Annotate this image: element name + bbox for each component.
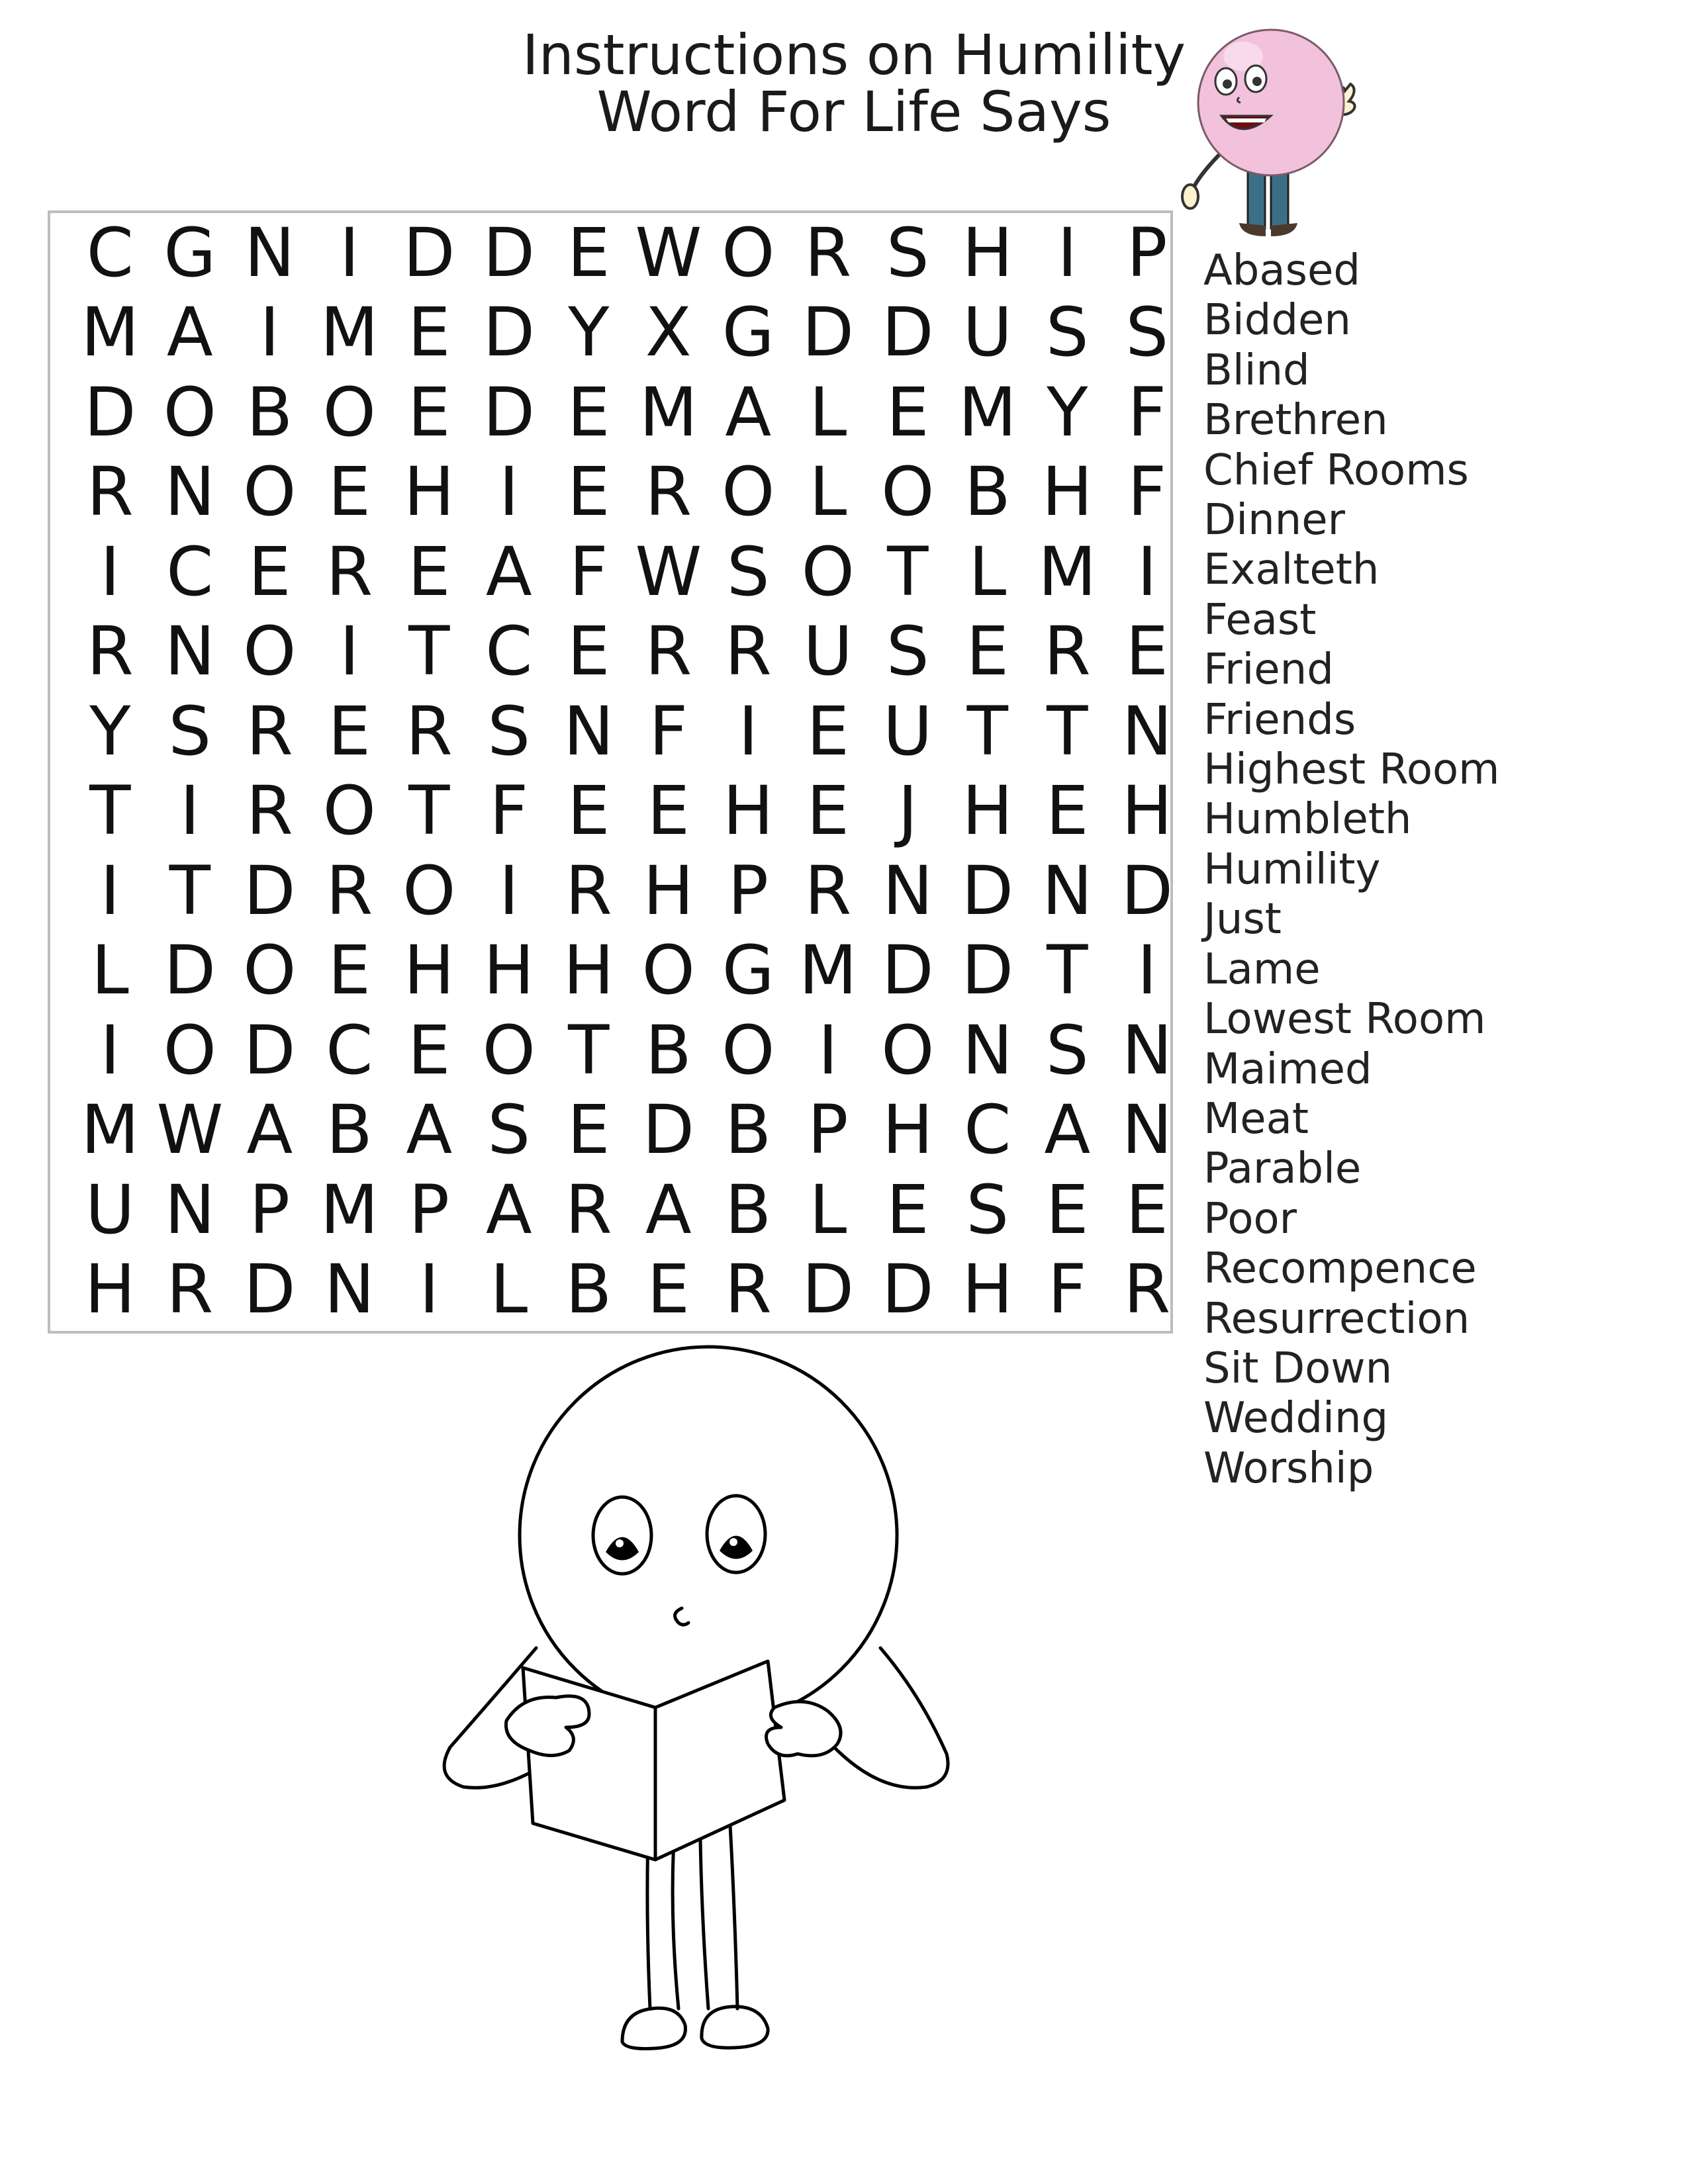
grid-letter[interactable]: S <box>966 1170 1009 1250</box>
word-list-item: Humbleth <box>1203 795 1412 844</box>
grid-letter[interactable]: Y <box>568 293 610 373</box>
grid-letter[interactable]: E <box>567 612 610 692</box>
grid-letter[interactable]: F <box>649 692 688 771</box>
grid-letter[interactable]: O <box>801 532 855 612</box>
grid-letter[interactable]: B <box>725 1170 772 1250</box>
grid-letter[interactable]: R <box>405 692 453 771</box>
grid-letter[interactable]: C <box>485 612 533 692</box>
grid-letter[interactable]: B <box>964 453 1011 532</box>
grid-letter[interactable]: D <box>83 373 136 452</box>
grid-letter[interactable]: D <box>881 931 934 1011</box>
grid-letter[interactable]: G <box>722 931 774 1011</box>
reader-arm-right <box>834 1648 948 1788</box>
word-list-item: Recompence <box>1203 1244 1477 1294</box>
grid-letter[interactable]: M <box>798 931 857 1011</box>
grid-letter[interactable]: B <box>326 1091 373 1170</box>
grid-letter[interactable]: C <box>326 1011 373 1090</box>
grid-letter[interactable]: D <box>961 851 1014 931</box>
grid-letter[interactable]: O <box>163 373 216 452</box>
grid-letter[interactable]: T <box>408 612 450 692</box>
grid-letter[interactable]: D <box>881 293 934 373</box>
grid-letter[interactable]: T <box>1047 931 1088 1011</box>
word-list-item: Just <box>1203 895 1282 944</box>
grid-letter[interactable]: T <box>408 772 450 851</box>
grid-letter[interactable]: E <box>408 293 451 373</box>
grid-letter[interactable]: O <box>482 1011 536 1090</box>
grid-letter[interactable]: E <box>248 532 291 612</box>
letter-grid <box>70 213 1187 1330</box>
grid-letter[interactable]: H <box>1121 772 1173 851</box>
grid-letter[interactable]: A <box>246 1091 293 1170</box>
grid-letter[interactable]: T <box>89 772 131 851</box>
grid-letter[interactable]: H <box>722 772 774 851</box>
grid-letter[interactable]: F <box>1127 373 1167 452</box>
grid-letter[interactable]: C <box>964 1091 1011 1170</box>
grid-letter[interactable]: T <box>169 851 211 931</box>
word-list-item: Resurrection <box>1203 1294 1470 1343</box>
grid-letter[interactable]: O <box>163 1011 216 1090</box>
grid-letter[interactable]: A <box>1044 1091 1091 1170</box>
grid-letter[interactable]: D <box>881 1250 934 1330</box>
grid-letter[interactable]: E <box>328 931 371 1011</box>
grid-letter[interactable]: G <box>164 213 216 293</box>
reader-shoe-right <box>702 2007 768 2048</box>
grid-letter[interactable]: R <box>1043 612 1091 692</box>
grid-letter[interactable]: L <box>490 1250 528 1330</box>
grid-letter[interactable]: T <box>966 692 1008 771</box>
grid-letter[interactable]: D <box>243 1011 296 1090</box>
grid-letter[interactable]: O <box>243 453 297 532</box>
grid-letter[interactable]: P <box>408 1170 449 1250</box>
grid-letter[interactable]: A <box>485 532 532 612</box>
word-list-item: Lame <box>1203 944 1321 994</box>
grid-letter[interactable]: I <box>498 851 519 931</box>
grid-letter[interactable]: F <box>489 772 529 851</box>
grid-letter[interactable]: N <box>164 1170 215 1250</box>
grid-letter[interactable]: R <box>86 453 134 532</box>
grid-letter[interactable]: W <box>156 1091 224 1170</box>
grid-letter[interactable]: T <box>887 532 929 612</box>
grid-letter[interactable]: D <box>164 931 216 1011</box>
grid-letter[interactable]: S <box>886 213 929 293</box>
grid-letter[interactable]: N <box>1121 692 1172 771</box>
grid-letter[interactable]: N <box>882 851 933 931</box>
grid-letter[interactable]: W <box>635 532 702 612</box>
grid-letter[interactable]: P <box>807 1091 849 1170</box>
grid-letter[interactable]: E <box>567 1091 610 1170</box>
grid-letter[interactable]: F <box>1127 453 1167 532</box>
grid-letter[interactable]: D <box>1121 851 1174 931</box>
grid-letter[interactable]: E <box>966 612 1009 692</box>
grid-letter[interactable]: D <box>802 293 855 373</box>
grid-letter[interactable]: B <box>565 1250 612 1330</box>
grid-letter[interactable]: M <box>320 1170 379 1250</box>
grid-letter[interactable]: E <box>647 1250 690 1330</box>
grid-letter[interactable]: F <box>569 532 608 612</box>
grid-letter[interactable]: A <box>406 1091 453 1170</box>
grid-letter[interactable]: H <box>563 931 614 1011</box>
grid-letter[interactable]: R <box>645 612 692 692</box>
grid-letter[interactable]: H <box>1041 453 1093 532</box>
word-list-item: Poor <box>1203 1194 1297 1244</box>
grid-letter[interactable]: S <box>726 532 770 612</box>
word-list-item: Abased <box>1203 246 1360 295</box>
grid-letter[interactable]: H <box>882 1091 933 1170</box>
grid-letter[interactable]: U <box>882 692 933 771</box>
word-list-item: Bidden <box>1203 296 1351 345</box>
page-title: Instructions on Humility <box>522 23 1186 87</box>
grid-letter[interactable]: L <box>809 373 847 452</box>
grid-letter[interactable]: B <box>725 1091 772 1170</box>
grid-letter[interactable]: U <box>803 612 853 692</box>
grid-letter[interactable]: H <box>403 453 455 532</box>
grid-letter[interactable]: W <box>635 213 702 293</box>
grid-letter[interactable]: O <box>402 851 456 931</box>
reader-hand-right <box>767 1702 841 1756</box>
grid-letter[interactable]: I <box>259 293 280 373</box>
word-search-grid <box>48 210 1173 1334</box>
grid-letter[interactable]: P <box>249 1170 290 1250</box>
grid-letter[interactable]: D <box>402 213 455 293</box>
grid-letter[interactable]: I <box>738 692 759 771</box>
grid-letter[interactable]: H <box>962 772 1013 851</box>
grid-letter[interactable]: N <box>244 213 295 293</box>
title-block <box>463 23 1244 144</box>
page-subtitle: Word For Life Says <box>596 79 1111 144</box>
grid-letter[interactable]: S <box>1045 1011 1089 1090</box>
grid-letter[interactable]: E <box>647 772 690 851</box>
grid-letter[interactable]: E <box>328 692 371 771</box>
grid-letter[interactable]: E <box>806 692 849 771</box>
grid-letter[interactable]: S <box>1125 293 1169 373</box>
grid-letter[interactable]: E <box>408 373 451 452</box>
grid-letter[interactable]: R <box>804 851 852 931</box>
word-list-item: Lowest Room <box>1203 995 1486 1044</box>
grid-letter[interactable]: T <box>1047 692 1088 771</box>
grid-letter[interactable]: O <box>722 213 775 293</box>
grid-letter[interactable]: R <box>565 1170 612 1250</box>
grid-letter[interactable]: R <box>1123 1250 1171 1330</box>
grid-letter[interactable]: L <box>809 1170 847 1250</box>
grid-letter[interactable]: I <box>818 1011 838 1090</box>
grid-letter[interactable]: E <box>886 373 929 452</box>
word-list-item: Meat <box>1203 1094 1309 1144</box>
grid-letter[interactable]: N <box>962 1011 1013 1090</box>
grid-letter[interactable]: L <box>968 532 1007 612</box>
grid-letter[interactable]: I <box>1057 213 1078 293</box>
grid-letter[interactable]: S <box>487 1091 531 1170</box>
grid-letter[interactable]: D <box>483 293 536 373</box>
word-list-item: Exalteth <box>1203 545 1380 595</box>
word-list-item: Sit Down <box>1203 1343 1393 1393</box>
grid-letter[interactable]: E <box>1125 1170 1168 1250</box>
grid-letter[interactable]: P <box>1126 213 1168 293</box>
grid-letter[interactable]: O <box>322 772 376 851</box>
grid-letter[interactable]: E <box>567 772 610 851</box>
grid-letter[interactable]: S <box>168 692 212 771</box>
grid-letter[interactable]: R <box>246 772 293 851</box>
grid-letter[interactable]: O <box>722 453 775 532</box>
grid-letter[interactable]: I <box>179 772 200 851</box>
grid-letter[interactable]: N <box>1121 1091 1172 1170</box>
grid-letter[interactable]: H <box>84 1250 136 1330</box>
grid-letter[interactable]: R <box>166 1250 214 1330</box>
grid-letter[interactable]: H <box>643 851 694 931</box>
grid-letter[interactable]: S <box>886 612 929 692</box>
grid-letter[interactable]: H <box>403 931 455 1011</box>
grid-letter[interactable]: G <box>722 293 774 373</box>
grid-letter[interactable]: T <box>568 1011 610 1090</box>
grid-letter[interactable]: R <box>804 213 852 293</box>
grid-letter[interactable]: I <box>419 1250 440 1330</box>
grid-letter[interactable]: D <box>961 931 1014 1011</box>
grid-letter[interactable]: E <box>328 453 371 532</box>
grid-letter[interactable]: D <box>483 373 536 452</box>
grid-letter[interactable]: E <box>567 213 610 293</box>
grid-letter[interactable]: E <box>408 532 451 612</box>
grid-letter[interactable]: A <box>725 373 772 452</box>
grid-letter[interactable]: S <box>487 692 531 771</box>
grid-letter[interactable]: O <box>243 931 297 1011</box>
grid-letter[interactable]: B <box>246 373 293 452</box>
grid-letter[interactable]: I <box>100 851 120 931</box>
grid-letter[interactable]: F <box>1047 1250 1087 1330</box>
word-list-item: Humility <box>1203 844 1381 894</box>
grid-letter[interactable]: O <box>322 373 376 452</box>
grid-letter[interactable]: B <box>645 1011 692 1090</box>
word-list-item: Highest Room <box>1203 745 1500 795</box>
grid-letter[interactable]: O <box>641 931 695 1011</box>
grid-letter[interactable]: R <box>246 692 293 771</box>
grid-letter[interactable]: I <box>339 213 359 293</box>
grid-letter[interactable]: R <box>724 1250 772 1330</box>
word-list-item: Friend <box>1203 645 1334 695</box>
waving-mascot-head <box>1198 30 1344 175</box>
grid-letter[interactable]: R <box>326 851 373 931</box>
grid-letter[interactable]: N <box>1121 1011 1172 1090</box>
grid-letter[interactable]: J <box>898 772 918 851</box>
grid-letter[interactable]: O <box>881 1011 935 1090</box>
grid-letter[interactable]: D <box>642 1091 695 1170</box>
grid-letter[interactable]: X <box>645 293 692 373</box>
grid-letter[interactable]: N <box>164 612 215 692</box>
grid-letter[interactable]: S <box>1045 293 1089 373</box>
grid-letter[interactable]: R <box>565 851 612 931</box>
word-list-item: Friends <box>1203 695 1356 745</box>
grid-letter[interactable]: D <box>243 1250 296 1330</box>
grid-letter[interactable]: D <box>802 1250 855 1330</box>
grid-letter[interactable]: H <box>483 931 535 1011</box>
grid-letter[interactable]: I <box>1137 532 1157 612</box>
grid-letter[interactable]: N <box>164 453 215 532</box>
grid-letter[interactable]: O <box>881 453 935 532</box>
grid-letter[interactable]: M <box>81 293 140 373</box>
word-list-item: Parable <box>1203 1144 1362 1194</box>
grid-letter[interactable]: R <box>86 612 134 692</box>
grid-letter[interactable]: R <box>645 453 692 532</box>
grid-letter[interactable]: E <box>567 453 610 532</box>
grid-letter[interactable]: R <box>326 532 373 612</box>
grid-letter[interactable]: I <box>100 532 120 612</box>
grid-letter[interactable]: R <box>724 612 772 692</box>
grid-letter[interactable]: U <box>962 293 1013 373</box>
grid-letter[interactable]: N <box>324 1250 375 1330</box>
grid-letter[interactable]: E <box>806 772 849 851</box>
grid-letter[interactable]: Y <box>89 692 131 771</box>
grid-letter[interactable]: E <box>1046 772 1089 851</box>
grid-letter[interactable]: P <box>727 851 769 931</box>
grid-letter[interactable]: M <box>958 373 1017 452</box>
word-list-item: Blind <box>1203 345 1310 395</box>
grid-letter[interactable]: Y <box>1047 373 1088 452</box>
grid-letter[interactable]: A <box>166 293 213 373</box>
word-list-item: Feast <box>1203 595 1317 645</box>
grid-letter[interactable]: D <box>483 213 536 293</box>
word-list-item: Chief Rooms <box>1203 445 1469 495</box>
grid-letter[interactable]: M <box>320 293 379 373</box>
grid-letter[interactable]: I <box>498 453 519 532</box>
grid-letter[interactable]: A <box>645 1170 692 1250</box>
grid-letter[interactable]: L <box>809 453 847 532</box>
word-list <box>1203 246 1500 1494</box>
word-list-item: Maimed <box>1203 1044 1372 1094</box>
grid-letter[interactable]: O <box>243 612 297 692</box>
grid-letter[interactable]: I <box>1137 931 1157 1011</box>
grid-letter[interactable]: E <box>886 1170 929 1250</box>
grid-letter[interactable]: N <box>1042 851 1093 931</box>
grid-letter[interactable]: N <box>563 692 614 771</box>
waving-mascot-icon <box>1165 10 1364 245</box>
reader-shoe-left <box>622 2008 685 2048</box>
word-list-item: Wedding <box>1203 1394 1389 1443</box>
reading-mascot-icon <box>424 1337 973 2078</box>
grid-letter[interactable]: H <box>962 213 1013 293</box>
grid-letter[interactable]: C <box>166 532 214 612</box>
grid-letter[interactable]: E <box>1125 612 1168 692</box>
grid-letter[interactable]: M <box>1038 532 1097 612</box>
grid-letter[interactable]: E <box>1046 1170 1089 1250</box>
word-list-item: Brethren <box>1203 396 1388 445</box>
grid-letter[interactable]: E <box>567 373 610 452</box>
word-list-item: Worship <box>1203 1443 1374 1493</box>
grid-letter[interactable]: I <box>100 1011 120 1090</box>
grid-letter[interactable]: M <box>81 1091 140 1170</box>
grid-letter[interactable]: U <box>85 1170 135 1250</box>
grid-letter[interactable]: L <box>91 931 129 1011</box>
grid-letter[interactable]: A <box>485 1170 532 1250</box>
grid-letter[interactable]: E <box>408 1011 451 1090</box>
grid-letter[interactable]: O <box>722 1011 775 1090</box>
grid-letter[interactable]: I <box>339 612 359 692</box>
grid-letter[interactable]: C <box>86 213 134 293</box>
grid-letter[interactable]: D <box>243 851 296 931</box>
grid-letter[interactable]: H <box>962 1250 1013 1330</box>
grid-letter[interactable]: M <box>639 373 698 452</box>
word-list-item: Dinner <box>1203 496 1345 545</box>
